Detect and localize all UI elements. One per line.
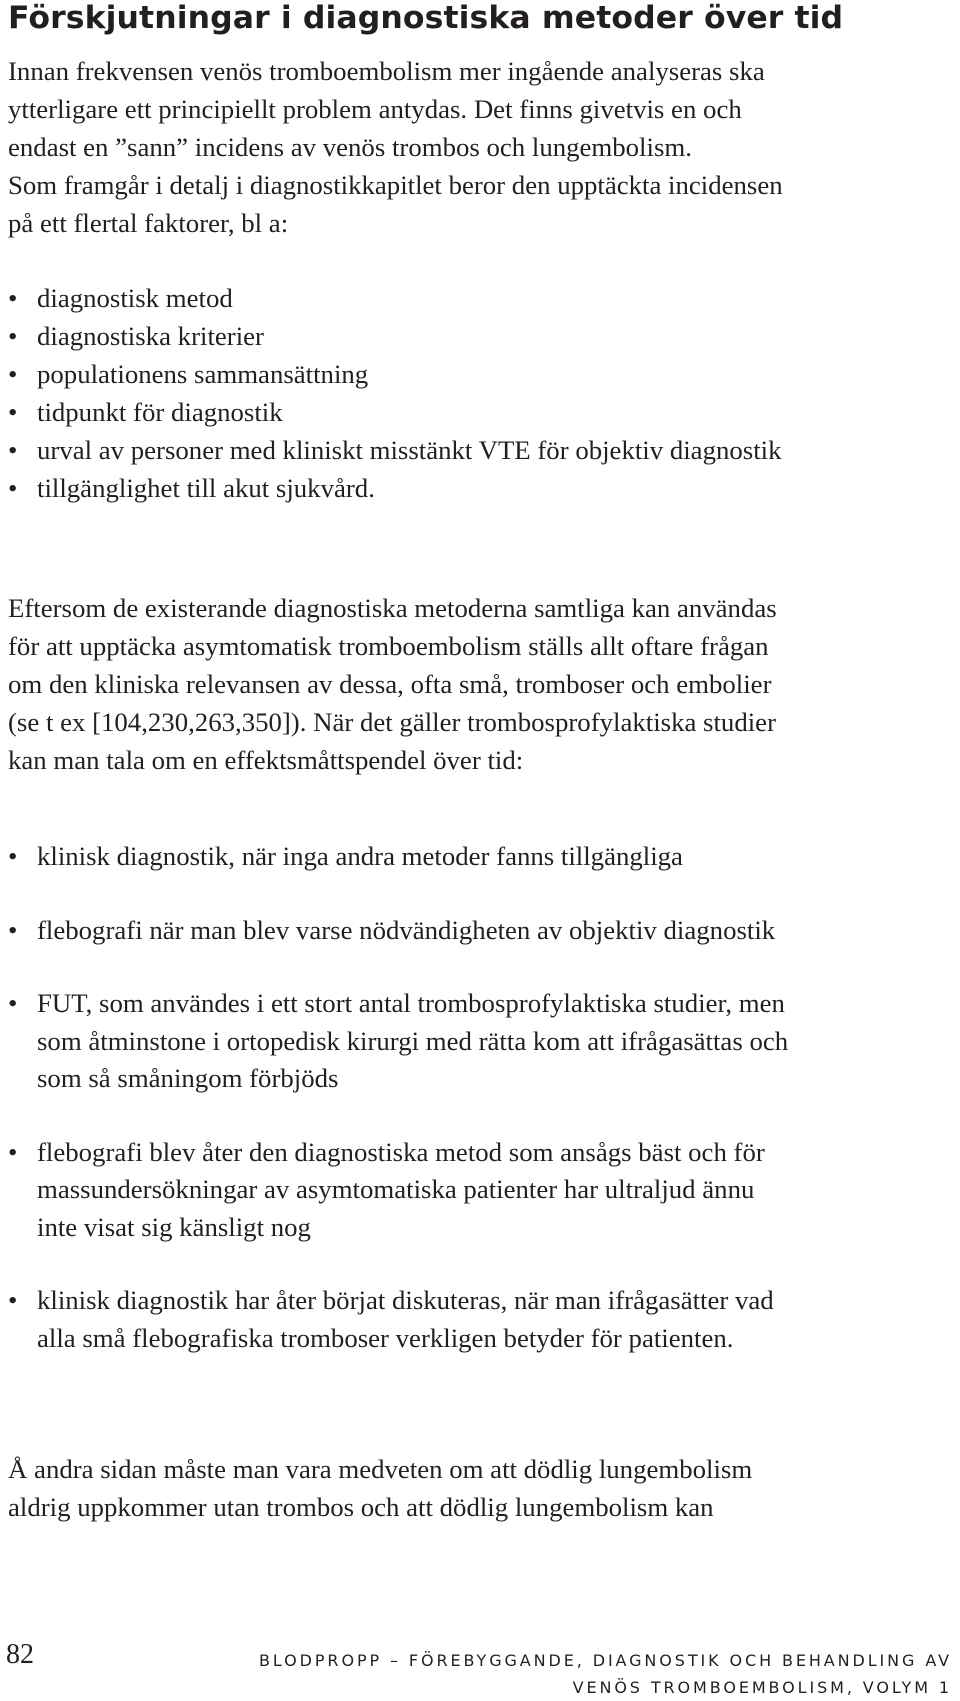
closing-paragraph bbox=[8, 1450, 752, 1526]
section-heading: Förskjutningar i diagnostiska metoder över tid bbox=[8, 0, 844, 36]
bullet-icon: • bbox=[8, 473, 18, 503]
list-item bbox=[8, 1282, 788, 1357]
list-item-line: alla små flebografiska tromboser verkligen betyder för patienten. bbox=[37, 1322, 734, 1353]
list-item bbox=[8, 279, 782, 317]
paragraph-line: kan man tala om en effektsmåttspendel över tid: bbox=[8, 745, 524, 775]
paragraph-line: Å andra sidan måste man vara medveten om att dödlig lungembolism bbox=[8, 1454, 753, 1484]
list-item-line: FUT, som användes i ett stort antal trombosprofylaktiska studier, men bbox=[37, 988, 785, 1018]
bullet-icon: • bbox=[8, 841, 18, 871]
footer-title-line: VENÖS TROMBOEMBOLISM, VOLYM 1 bbox=[572, 1678, 952, 1697]
running-footer bbox=[259, 1647, 952, 1701]
list-item-line: inte visat sig känsligt nog bbox=[37, 1211, 311, 1242]
bullet-icon: • bbox=[8, 435, 18, 465]
list-item-line: massundersökningar av asymtomatiska patienter har ultraljud ännu bbox=[37, 1174, 755, 1204]
paragraph-line: (se t ex [104,230,263,350]). När det gäller trombosprofylaktiska studier bbox=[8, 707, 776, 737]
paragraph-line: Innan frekvensen venös tromboembolism mer ingående analyseras ska bbox=[8, 56, 765, 86]
list-item bbox=[8, 317, 782, 355]
list-item-line: flebografi när man blev varse nödvändigheten av objektiv diagnostik bbox=[37, 914, 776, 945]
list-item-text: diagnostiska kriterier bbox=[37, 321, 264, 351]
bullet-icon: • bbox=[8, 914, 18, 945]
pendulum-paragraph bbox=[8, 589, 777, 779]
paragraph-line: på ett flertal faktorer, bl a: bbox=[8, 208, 289, 238]
paragraph-line: för att upptäcka asymtomatisk tromboembolism ställs allt oftare frågan bbox=[8, 631, 769, 661]
list-item bbox=[8, 393, 782, 431]
bullet-icon: • bbox=[8, 283, 18, 313]
list-item-line: flebografi blev åter den diagnostiska metod som ansågs bäst och för bbox=[37, 1136, 765, 1167]
bullet-icon: • bbox=[8, 397, 18, 427]
list-item bbox=[8, 838, 788, 876]
bullet-icon: • bbox=[8, 1136, 18, 1167]
paragraph-line: aldrig uppkommer utan trombos och att dödlig lungembolism kan bbox=[8, 1492, 714, 1522]
footer-title-line: BLODPROPP – FÖREBYGGANDE, DIAGNOSTIK OCH BEHANDLING AV bbox=[259, 1651, 952, 1670]
list-item bbox=[8, 431, 782, 469]
bullet-icon: • bbox=[8, 1285, 18, 1315]
list-item-line: som så småningom förbjöds bbox=[37, 1063, 339, 1093]
list-item-text: tidpunkt för diagnostik bbox=[37, 397, 283, 427]
factors-list bbox=[8, 279, 782, 507]
list-item-text: urval av personer med kliniskt misstänkt VTE för objektiv diagnostik bbox=[37, 435, 782, 465]
paragraph-line: om den kliniska relevansen av dessa, ofta små, tromboser och embolier bbox=[8, 669, 772, 699]
list-item bbox=[8, 1134, 788, 1247]
list-item bbox=[8, 469, 782, 507]
list-item-text: diagnostisk metod bbox=[37, 283, 233, 313]
bullet-icon: • bbox=[8, 321, 18, 351]
list-item-line: som åtminstone i ortopedisk kirurgi med rätta kom att ifrågasättas och bbox=[37, 1025, 789, 1056]
paragraph-line: ytterligare ett principiellt problem antydas. Det finns givetvis en och bbox=[8, 94, 742, 124]
list-item bbox=[8, 985, 788, 1098]
list-item-text: tillgänglighet till akut sjukvård. bbox=[37, 473, 375, 503]
bullet-icon: • bbox=[8, 359, 18, 389]
list-item-text: populationens sammansättning bbox=[37, 359, 369, 389]
pendulum-list bbox=[8, 838, 788, 1357]
bullet-icon: • bbox=[8, 988, 18, 1018]
paragraph-line: Eftersom de existerande diagnostiska metoderna samtliga kan användas bbox=[8, 593, 777, 623]
page-number: 82 bbox=[6, 1639, 34, 1670]
list-item-line: klinisk diagnostik, när inga andra metoder fanns tillgängliga bbox=[37, 841, 683, 871]
list-item bbox=[8, 355, 782, 393]
intro-paragraph bbox=[8, 52, 783, 242]
paragraph-line: Som framgår i detalj i diagnostikkapitlet beror den upptäckta incidensen bbox=[8, 170, 783, 200]
list-item-line: klinisk diagnostik har åter börjat diskuteras, när man ifrågasätter vad bbox=[37, 1285, 774, 1315]
paragraph-line: endast en ”sann” incidens av venös trombos och lungembolism. bbox=[8, 132, 692, 162]
list-item bbox=[8, 912, 788, 950]
